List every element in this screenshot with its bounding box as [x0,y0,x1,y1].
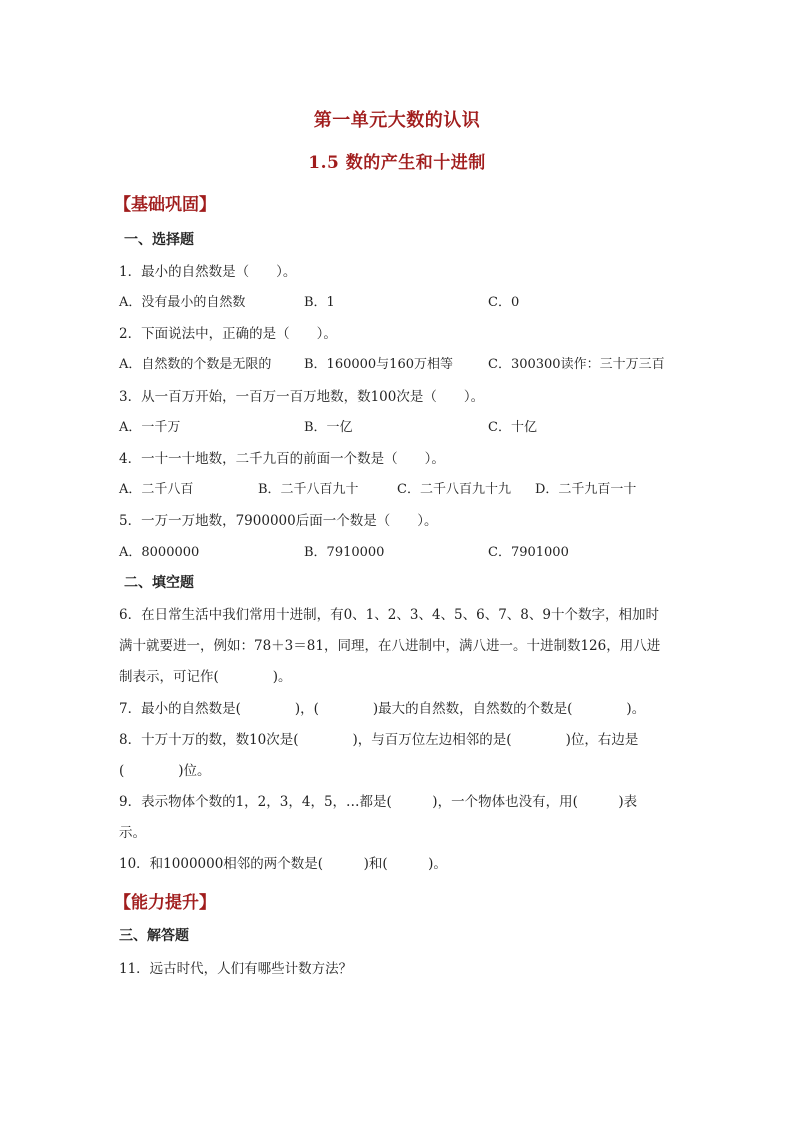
question-8-line-2: ( )位。 [119,763,211,779]
section-basic: 【基础巩固】 [114,195,216,215]
q2-option-a: A．自然数的个数是无限的 [119,357,272,372]
q3-option-a: A．一千万 [119,420,181,435]
question-3: 3．从一百万开始，一百万一百万地数，数100次是（ ）。 [119,389,485,405]
q1-option-c: C．0 [488,295,520,310]
q4-option-a: A．二千八百 [119,482,194,497]
question-2: 2．下面说法中，正确的是（ ）。 [119,326,337,342]
question-9-line-2: 示。 [119,825,146,841]
q1-option-a: A．没有最小的自然数 [119,295,246,310]
question-1: 1．最小的自然数是（ ）。 [119,264,297,280]
q5-option-c: C．7901000 [488,545,569,560]
question-8-line-1: 8．十万十万的数，数10次是( )，与百万位左边相邻的是( )位，右边是 [119,732,639,748]
q5-option-a: A．8000000 [119,545,200,560]
q4-option-c: C．二千八百九十九 [397,482,511,497]
q2-option-c: C．300300读作：三十万三百 [488,357,665,372]
q3-option-b: B．一亿 [304,420,353,435]
part-fill-heading: 二、填空题 [124,575,194,591]
question-11: 11．远古时代，人们有哪些计数方法？ [119,961,353,977]
q4-option-d: D．二千九百一十 [535,482,637,497]
part-choice-heading: 一、选择题 [124,232,194,248]
part-answer-heading: 三、解答题 [119,928,189,944]
question-10: 10．和1000000相邻的两个数是( )和( )。 [119,856,447,872]
page-title: 第一单元大数的认识 [313,110,481,131]
question-9-line-1: 9．表示物体个数的1，2，3，4，5，…都是( )，一个物体也没有，用( )表 [119,794,638,810]
question-6-line-3: 制表示，可记作( )。 [119,669,292,685]
section-advanced: 【能力提升】 [114,893,216,913]
q2-option-b: B．160000与160万相等 [304,357,453,372]
question-6-line-1: 6．在日常生活中我们常用十进制，有0、1、2、3、4、5、6、7、8、9十个数字，相加时 [119,607,659,623]
question-6-line-2: 满十就要进一，例如：78＋3＝81，同理，在八进制中，满八进一。十进制数126，用八进 [119,638,661,654]
q1-option-b: B．1 [304,295,335,310]
question-7: 7．最小的自然数是( )，( )最大的自然数，自然数的个数是( )。 [119,701,646,717]
question-5: 5．一万一万地数，7900000后面一个数是（ ）。 [119,513,438,529]
q4-option-b: B．二千八百九十 [258,482,359,497]
page-subtitle: 1.5 数的产生和十进制 [308,153,486,173]
q3-option-c: C．十亿 [488,420,537,435]
q5-option-b: B．7910000 [304,545,385,560]
question-4: 4．一十一十地数，二千九百的前面一个数是（ ）。 [119,451,445,467]
